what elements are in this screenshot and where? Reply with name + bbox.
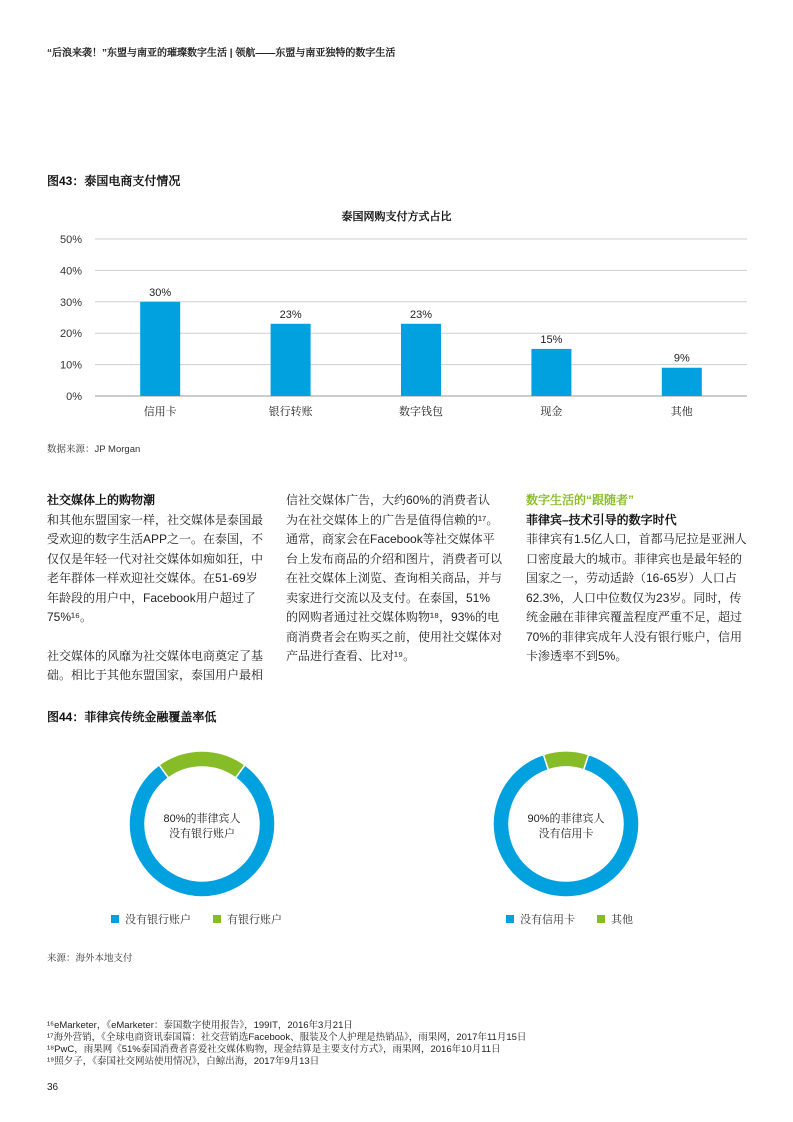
bar-value-label: 23% xyxy=(409,308,433,321)
donut-slice xyxy=(543,751,588,770)
legend-swatch-green xyxy=(597,915,605,923)
figure44-title: 图44：菲律宾传统金融覆盖率低 xyxy=(47,710,217,724)
bar-chart-x-axis xyxy=(144,404,693,418)
donut-1-legend xyxy=(111,911,282,927)
bar xyxy=(271,324,311,396)
section-heading-followers: 数字生活的“跟随者” xyxy=(526,493,635,507)
bar-value-label: 30% xyxy=(149,286,172,299)
bar xyxy=(531,349,571,396)
donut-2-legend xyxy=(506,911,633,927)
bar-chart-y-axis xyxy=(60,234,82,403)
figure44-source: 来源：海外本地支付 xyxy=(47,953,133,964)
y-tick-label: 10% xyxy=(59,359,82,372)
donut-chart-bank-account xyxy=(127,749,277,899)
bar-chart-title: 泰国网购支付方式占比 xyxy=(341,211,452,223)
figure43-source: 数据来源：JP Morgan xyxy=(47,444,141,455)
footnote: ¹⁶eMarketer，《eMarketer：泰国数字使用报告》，199IT，2016年3月21日 xyxy=(47,1020,353,1031)
footnote: ¹⁹照夕子，《泰国社交网站使用情况》，白鲸出海，2017年9月13日 xyxy=(47,1056,320,1067)
legend-swatch-green xyxy=(213,915,221,923)
paragraph: 社交媒体的风靡为社交媒体电商奠定了基础。相比于其他东盟国家，泰国用户最相 xyxy=(47,648,264,682)
legend-label: 有银行账户 xyxy=(227,914,282,926)
footnotes xyxy=(47,1020,526,1068)
section-heading-social-shopping: 社交媒体上的购物潮 xyxy=(47,493,156,507)
y-tick-label: 50% xyxy=(59,234,82,246)
donut-slice xyxy=(493,755,639,897)
y-tick-label: 20% xyxy=(59,328,82,341)
donut-center-text-line1: 90%的菲律宾人 xyxy=(527,813,605,825)
footnote: ¹⁷海外营销，《全球电商资讯泰国篇：社交营销选Facebook、服装及个人护理是热销品》，雨果网，2017年11月15日 xyxy=(47,1032,527,1043)
footnote: ¹⁸PwC，雨果网《51%泰国消费者喜爱社交媒体购物，现金结算是主要支付方式》，雨果网，2016年10月11日 xyxy=(47,1044,501,1055)
bar-value-label: 9% xyxy=(673,352,690,365)
donut-chart-credit-card xyxy=(491,749,641,899)
text-column-2 xyxy=(286,491,502,667)
donut-center-text-line2: 没有信用卡 xyxy=(538,828,594,840)
x-tick-label: 银行转账 xyxy=(268,406,313,418)
bar xyxy=(140,302,180,396)
y-tick-label: 0% xyxy=(66,391,82,403)
bar-value-label: 23% xyxy=(279,308,302,321)
running-header: “后浪来袭！”东盟与南亚的璀璨数字生活 | 领航——东盟与南亚独特的数字生活 xyxy=(47,48,396,59)
section-subheading-philippines: 菲律宾–技术引导的数字时代 xyxy=(526,512,677,527)
donut-center-text-line1: 80%的菲律宾人 xyxy=(163,813,241,825)
y-tick-label: 30% xyxy=(59,296,82,309)
legend-label: 其他 xyxy=(611,914,633,926)
bar-chart xyxy=(0,225,793,425)
legend-swatch-blue xyxy=(506,915,514,923)
donut-center-text-line2: 没有银行账户 xyxy=(169,828,235,840)
legend-label: 没有银行账户 xyxy=(125,914,191,926)
x-tick-label: 信用卡 xyxy=(143,406,177,418)
figure43-title: 图43：泰国电商支付情况 xyxy=(47,174,181,188)
page-number: 36 xyxy=(47,1082,59,1093)
legend-swatch-blue xyxy=(111,915,119,923)
text-column-3 xyxy=(526,491,748,667)
paragraph: 和其他东盟国家一样，社交媒体是泰国最受欢迎的数字生活APP之一。在泰国，不仅仅是年轻一代对社交媒体如痴如狂，中老年群体一样欢迎社交媒体。在51-69岁年龄段的用户中，Facebook用户超过了75%¹⁶。 xyxy=(47,512,264,624)
bar xyxy=(662,368,702,396)
x-tick-label: 现金 xyxy=(540,406,563,418)
text-column-1 xyxy=(47,491,263,686)
x-tick-label: 数字钱包 xyxy=(399,406,443,418)
x-tick-label: 其他 xyxy=(670,406,693,418)
bar xyxy=(401,324,441,396)
y-tick-label: 40% xyxy=(59,265,82,278)
donut-slice xyxy=(159,751,245,778)
bar-value-label: 15% xyxy=(540,333,563,346)
legend-label: 没有信用卡 xyxy=(520,914,575,926)
paragraph: 信社交媒体广告，大约60%的消费者认为在社交媒体上的广告是值得信赖的¹⁷。通常，商家会在Facebook等社交媒体平台上发布商品的介绍和图片，消费者可以在社交媒体上浏览、查询相关商品，并与卖家进行交流以及支付。在泰国，51%的网购者通过社交媒体购物¹⁸，93%的电商消费者会在购买之前，使用社交媒体对产品进行查看、比对¹⁹。 xyxy=(286,493,503,663)
paragraph: 菲律宾有1.5亿人口，首都马尼拉是亚洲人口密度最大的城市。菲律宾也是最年轻的国家之一，劳动适龄（16-65岁）人口占62.3%，人口中位数仅为23岁。同时，传统金融在菲律宾覆盖程度严重不足，超过70%的菲律宾成年人没有银行账户，信用卡渗透率不到5%。 xyxy=(526,532,747,663)
